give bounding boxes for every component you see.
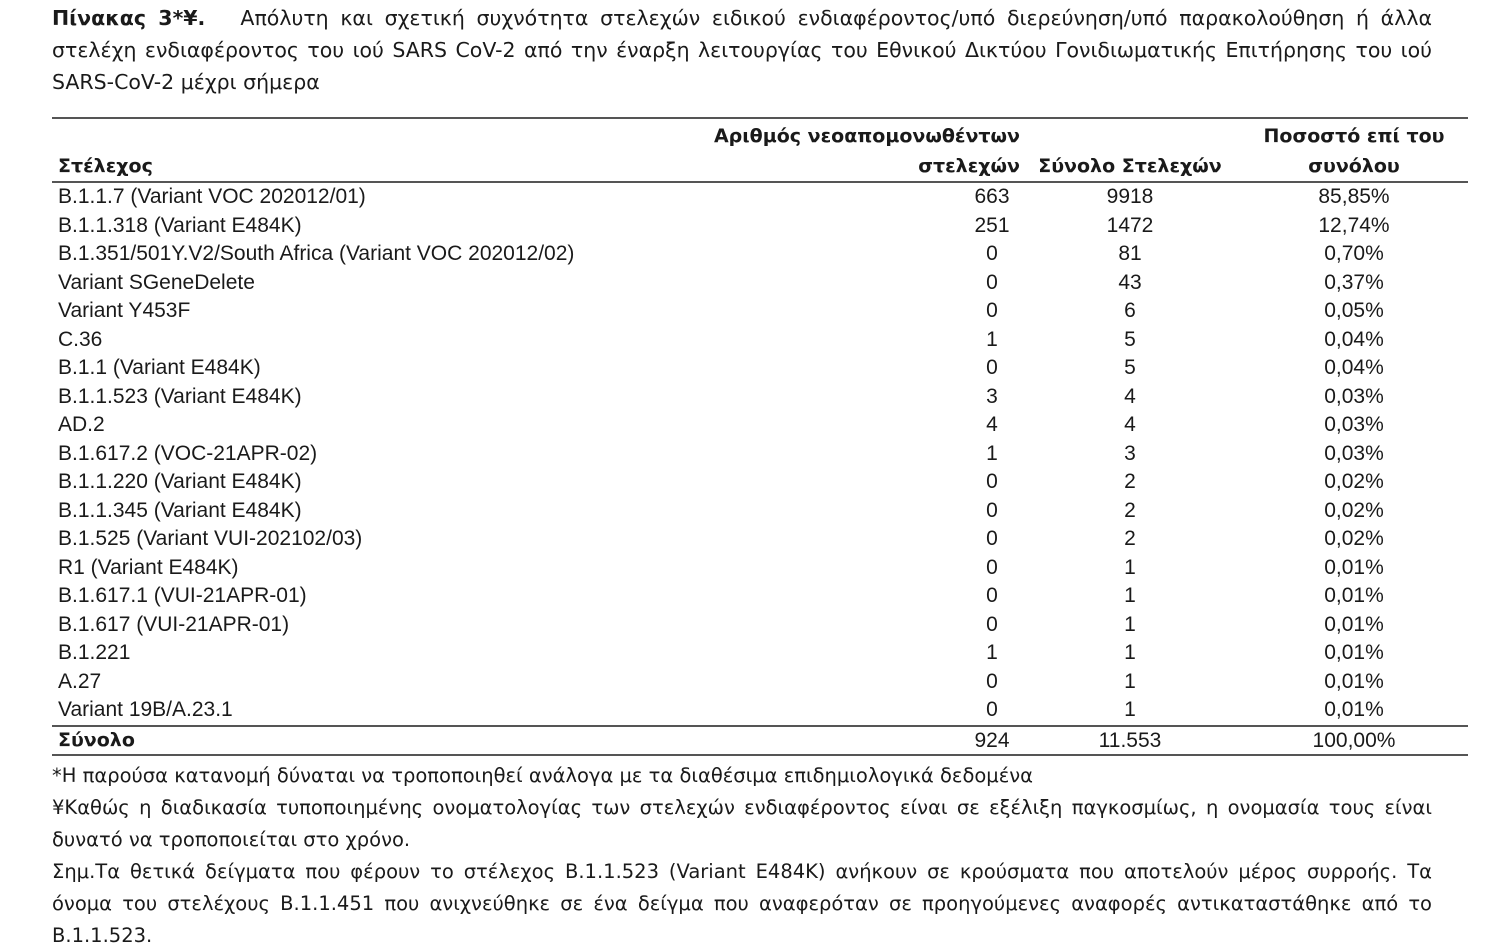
cell-total: 2: [1124, 498, 1136, 522]
table-row: [52, 468, 1468, 497]
cell-new: [622, 668, 1020, 697]
cell-new: [622, 326, 1020, 355]
cell-new-value: 0: [986, 698, 998, 721]
cell-new-value: 0: [986, 555, 998, 579]
cell-new-value: 0: [986, 669, 998, 693]
total-new-value: 924: [974, 728, 1010, 752]
cell-strain: Variant Y453F: [58, 299, 191, 322]
cell-strain: B.1.1 (Variant E484K): [58, 356, 261, 379]
cell-new: [622, 354, 1020, 383]
cell-percent: 12,74%: [1318, 213, 1390, 237]
total-label: Σύνολο: [58, 728, 135, 751]
cell-percent: 0,70%: [1324, 242, 1384, 265]
cell-new-value: 0: [986, 612, 998, 636]
table-row: [52, 611, 1468, 640]
table-row: [52, 497, 1468, 526]
header-new-isolates: Αριθμός νεοαπομονωθέντων στελεχών: [713, 125, 1020, 177]
cell-percent: 0,03%: [1324, 413, 1384, 436]
cell-new-value: 0: [986, 470, 998, 493]
cell-new: [622, 468, 1020, 497]
cell-strain: B.1.351/501Y.V2/South Africa (Variant VOC 202012/02): [58, 242, 575, 265]
cell-strain: AD.2: [58, 413, 105, 436]
cell-new-value: 0: [986, 270, 998, 294]
cell-new: [622, 554, 1020, 583]
cell-new-value: 0: [986, 584, 998, 607]
cell-percent: 0,02%: [1324, 470, 1384, 493]
cell-new: [622, 212, 1020, 241]
cell-total: 5: [1124, 356, 1136, 379]
cell-total: 1: [1124, 698, 1136, 721]
cell-percent: 85,85%: [1318, 185, 1390, 208]
table-row: [52, 411, 1468, 440]
caption-label: Πίνακας 3*¥.: [52, 6, 206, 30]
table-row: [52, 440, 1468, 469]
cell-total: 5: [1124, 327, 1136, 351]
cell-percent: 0,04%: [1324, 356, 1384, 379]
cell-new: [622, 582, 1020, 611]
cell-new-value: 4: [986, 413, 998, 436]
cell-strain: B.1.1.318 (Variant E484K): [58, 213, 302, 237]
footnote-2: ¥Καθώς η διαδικασία τυποποιημένης ονοματολογίας των στελεχών ενδιαφέροντος είναι σε εξέλιξη παγκοσμίως, η ονομασία τους είναι δυνατό να τροποποιείται στο χρόνο.: [52, 796, 1432, 851]
cell-new: [622, 497, 1020, 526]
cell-percent: 0,05%: [1324, 299, 1384, 322]
table-row: [52, 525, 1468, 554]
cell-total: 43: [1118, 270, 1142, 294]
cell-strain: B.1.1.220 (Variant E484K): [58, 470, 302, 493]
cell-percent: 0,01%: [1324, 698, 1384, 721]
cell-new-value: 0: [986, 242, 998, 265]
cell-strain: B.1.617.1 (VUI-21APR-01): [58, 584, 307, 607]
cell-new-value: 1: [986, 327, 998, 351]
cell-strain: B.1.617 (VUI-21APR-01): [58, 612, 290, 636]
cell-total: 1: [1124, 584, 1136, 607]
cell-strain: C.36: [58, 327, 103, 351]
cell-total: 81: [1118, 242, 1142, 265]
variants-table-container: [52, 117, 1445, 756]
header-total: Σύνολο Στελεχών: [1038, 155, 1222, 177]
cell-percent: 0,01%: [1324, 612, 1384, 636]
cell-new: [622, 639, 1020, 668]
cell-percent: 0,01%: [1324, 669, 1384, 693]
table-row: [52, 212, 1468, 241]
cell-strain: B.1.1.7 (Variant VOC 202012/01): [58, 185, 366, 208]
cell-total: 6: [1124, 299, 1136, 322]
cell-total: 2: [1124, 527, 1136, 550]
cell-total: 2: [1124, 470, 1136, 493]
cell-new: [622, 611, 1020, 640]
cell-percent: 0,02%: [1324, 527, 1384, 550]
cell-new: [622, 182, 1020, 212]
cell-new: [622, 440, 1020, 469]
total-new: [622, 726, 1020, 755]
header-strain: Στέλεχος: [58, 155, 153, 177]
cell-percent: 0,03%: [1324, 441, 1384, 465]
total-percent: 100,00%: [1312, 728, 1396, 752]
cell-new-value: 1: [986, 641, 998, 664]
cell-percent: 0,01%: [1324, 584, 1384, 607]
cell-total: 9918: [1106, 185, 1154, 208]
cell-strain: Variant SGeneDelete: [58, 270, 255, 294]
table-row: [52, 269, 1468, 298]
table-row: [52, 354, 1468, 383]
cell-percent: 0,01%: [1324, 555, 1384, 579]
cell-new: [622, 297, 1020, 326]
cell-percent: 0,37%: [1324, 270, 1384, 294]
cell-total: 4: [1124, 384, 1136, 408]
cell-new: [622, 696, 1020, 726]
table-body: [52, 182, 1468, 755]
table-total-row: [52, 726, 1468, 755]
table-row: [52, 383, 1468, 412]
cell-new: [622, 411, 1020, 440]
cell-total: 4: [1124, 413, 1136, 436]
cell-percent: 0,01%: [1324, 641, 1384, 664]
cell-new-value: 1: [986, 441, 998, 465]
cell-new: [622, 240, 1020, 269]
table-row: [52, 582, 1468, 611]
table-row: [52, 668, 1468, 697]
cell-strain: B.1.617.2 (VOC-21APR-02): [58, 441, 318, 465]
cell-strain: B.1.1.523 (Variant E484K): [58, 384, 302, 408]
cell-new: [622, 525, 1020, 554]
cell-percent: 0,04%: [1324, 327, 1384, 351]
cell-total: 1472: [1106, 213, 1154, 237]
cell-total: 1: [1124, 555, 1136, 579]
header-percent: Ποσοστό επί του συνόλου: [1263, 125, 1445, 177]
cell-strain: B.1.221: [58, 641, 131, 664]
cell-new-value: 251: [974, 213, 1010, 237]
cell-new-value: 0: [986, 498, 998, 522]
cell-total: 1: [1124, 641, 1136, 664]
table-row: [52, 297, 1468, 326]
cell-new-value: 663: [974, 185, 1010, 208]
cell-total: 3: [1124, 441, 1136, 465]
cell-strain: B.1.525 (Variant VUI-202102/03): [58, 527, 363, 550]
cell-new: [622, 383, 1020, 412]
cell-new-value: 0: [986, 356, 998, 379]
cell-strain: B.1.1.345 (Variant E484K): [58, 498, 302, 522]
table-row: [52, 182, 1468, 212]
cell-new-value: 0: [986, 299, 998, 322]
footnote-3: Σημ.Τα θετικά δείγματα που φέρουν το στέλεχος B.1.1.523 (Variant E484K) ανήκουν σε κρούσματα που αποτελούν μέρος συρροής. Τα όνομα του στελέχους B.1.1.451 που ανιχνεύθηκε σε ένα δείγμα που αναφερόταν σε προηγούμενες αναφορές αντικαταστάθηκε από το B.1.1.523.: [52, 860, 1432, 947]
table-row: [52, 696, 1468, 726]
cell-percent: 0,03%: [1324, 384, 1384, 408]
cell-percent: 0,02%: [1324, 498, 1384, 522]
table-row: [52, 240, 1468, 269]
cell-new: [622, 269, 1020, 298]
cell-new-value: 0: [986, 527, 998, 550]
cell-new-value: 3: [986, 384, 998, 408]
cell-strain: Variant 19B/A.23.1: [58, 698, 233, 721]
footnote-1: *Η παρούσα κατανομή δύναται να τροποποιηθεί ανάλογα με τα διαθέσιμα επιδημιολογικά δεδομένα: [52, 764, 1033, 787]
table-caption: [52, 2, 1432, 98]
variants-table: [52, 117, 1468, 756]
cell-total: 1: [1124, 612, 1136, 636]
cell-total: 1: [1124, 669, 1136, 693]
total-total: 11.553: [1098, 728, 1162, 752]
table-row: [52, 326, 1468, 355]
table-row: [52, 554, 1468, 583]
table-footnotes: [52, 760, 1432, 952]
cell-strain: A.27: [58, 669, 102, 693]
cell-strain: R1 (Variant E484K): [58, 555, 239, 579]
table-header-row: [52, 118, 1468, 182]
table-row: [52, 639, 1468, 668]
caption-text: Απόλυτη και σχετική συχνότητα στελεχών ειδικού ενδιαφέροντος/υπό διερεύνηση/υπό παρακολούθηση ή άλλα στελέχη ενδιαφέροντος του ιού SARS CoV-2 από την έναρξη λειτουργίας του Εθνικού Δικτύου Γονιδιωματικής Επιτήρησης του ιού SARS-CoV-2 μέχρι σήμερα: [52, 6, 1432, 94]
